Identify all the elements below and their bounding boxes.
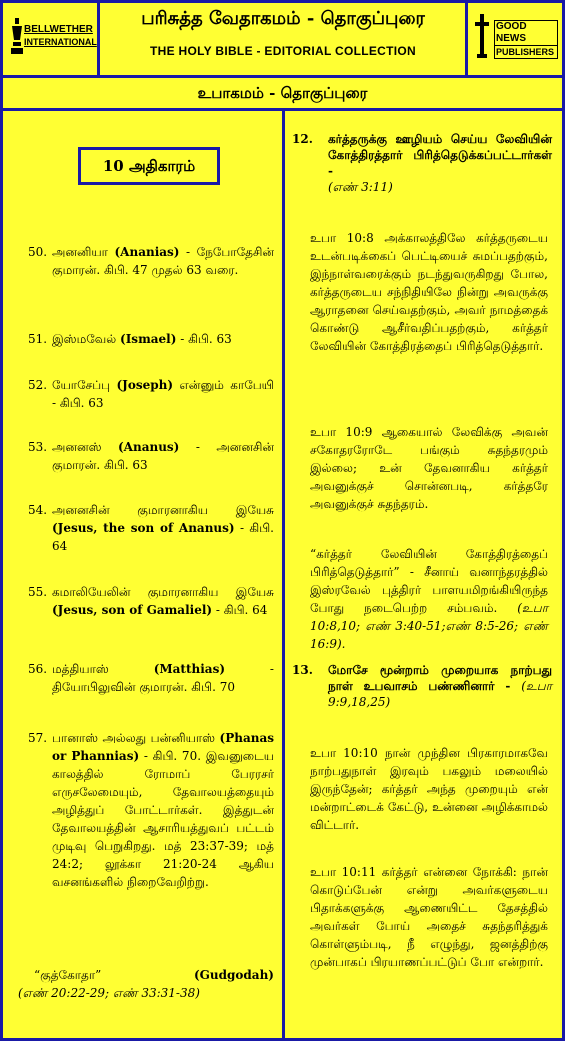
section-12-para-3 (310, 545, 548, 653)
subtitle: உபாகமம் - தொகுப்புரை (197, 84, 368, 102)
gudgodah-reference: (எண் 20:22-29; எண் 33:31-38) (18, 986, 200, 1000)
item-number: 51. (28, 332, 48, 346)
section-12-heading (292, 131, 552, 195)
item-tamil: அனனியா (52, 245, 108, 259)
item-english-name: (Matthias) (153, 662, 226, 676)
item-number: 54. (28, 503, 48, 517)
item-number: 53. (28, 440, 48, 454)
item-text: - அனனசின் குமாரன். கிபி. 63 (52, 440, 274, 472)
item-english-name: (Jesus, the son of Ananus) (52, 521, 235, 535)
fish-cross-icon (474, 12, 490, 60)
section-13-para-1: உபா 10:10 நான் முந்தின பிரகாரமாகவே நாற்பதுநாள் இரவும் பகலும் மலையில் இருந்தேன்; கர்த்தர் அந்த முறையும் என் மன்றாட்டைக் கேட்டு, உன்னை அழிக்காமல் விட்டார். (310, 746, 548, 832)
list-item-50 (28, 243, 274, 279)
item-text: - தியோபிலுவின் குமாரன். கிபி. 70 (52, 662, 274, 694)
item-text: - கிபி. 63 (176, 332, 232, 346)
list-item-57 (28, 729, 274, 891)
logo-right-line1: GOOD NEWS (494, 20, 558, 46)
chapter-heading: 10 அதிகாரம் (78, 147, 220, 185)
item-number: 57. (28, 731, 48, 745)
list-item-54 (28, 501, 274, 555)
section-number: 13. (292, 663, 313, 677)
section-title: கர்த்தருக்கு ஊழியம் செய்ய லேவியின் கோத்திரத்தார் பிரித்தெடுக்கப்பட்டார்கள் - (328, 132, 552, 178)
section-title: மோசே மூன்றாம் முறையாக நாற்பது நாள் உபவாசம் பண்ணினார் - (328, 663, 552, 693)
item-text: என்னும் காபேயி - கிபி. 63 (52, 378, 274, 410)
item-english-name: (Ismael) (120, 332, 177, 346)
item-english-name: (Joseph) (116, 378, 174, 392)
item-tamil: இஸ்மவேல் (52, 332, 117, 346)
item-text: - கிபி. 64 (52, 521, 274, 553)
logo-right-line2: PUBLISHERS (494, 46, 558, 59)
gudgodah-tamil: “குத்கோதா” (34, 968, 102, 982)
item-tamil: அனனஸ் (52, 440, 102, 454)
item-tamil: யோசேப்பு (52, 378, 111, 392)
item-tamil: அனனசின் குமாரனாகிய இயேசு (52, 503, 274, 517)
gudgodah-note (18, 966, 274, 1002)
item-text: - கிபி. 64 (212, 603, 268, 617)
list-item-52 (28, 376, 274, 412)
lamp-icon (10, 16, 24, 58)
section-12-para-2: உபா 10:9 ஆகையால் லேவிக்கு அவன் சகோதரரோடே பங்கும் சுதந்தரமும் இல்லை; உன் தேவனாகிய கர்த்தர் அவனுக்குச் சொன்னபடி, கர்த்தரே அவனுக்குச் சுதந்தரம். (310, 425, 548, 511)
title-english: THE HOLY BIBLE - EDITORIAL COLLECTION (149, 44, 416, 58)
gudgodah-english: (Gudgodah) (193, 968, 274, 982)
section-number: 12. (292, 132, 313, 146)
list-item-55 (28, 583, 274, 619)
item-number: 55. (28, 585, 48, 599)
section-reference: (உபா 9:9,18,25) (328, 679, 552, 709)
para-text: “கர்த்தர் லேவியின் கோத்திரத்தைப் பிரித்தெடுத்தார்” - சீனாய் வனாந்தரத்தில் இஸ்ரவேல் புத்திரர் பாளயமிறங்கியிருந்த போது நடைபெற்ற சம்பவம். (310, 547, 548, 615)
item-tamil: மத்தியாஸ் (52, 662, 109, 676)
para-reference: (உபா 10:8,10; எண் 3:40-51;எண் 8:5-26; எண் 16:9). (310, 601, 548, 651)
item-text: - நேபோதேசின் குமாரன். கிபி. 47 முதல் 63 வரை. (52, 245, 274, 277)
item-tamil: கமாலியேலின் குமாரனாகிய இயேசு (52, 585, 274, 599)
logo-left-line1: BELLWETHER (24, 24, 93, 35)
list-item-51 (28, 330, 274, 348)
list-item-56 (28, 660, 274, 696)
item-tamil: பானாஸ் அல்லது பன்னியாஸ் (52, 731, 216, 745)
item-english-name: (Ananias) (114, 245, 180, 259)
item-number: 50. (28, 245, 48, 259)
section-13-heading (292, 662, 552, 710)
item-english-name: (Jesus, son of Gamaliel) (52, 603, 213, 617)
item-text: - கிபி. 70. இவனுடைய காலத்தில் ரோமாப் பேரரசர் எருசலேமையும், தேவாலயத்தையும் அழித்துப் போட்டார்கள். இத்துடன் தேவாலயத்தின் ஆசாரியத்துவப் பட்டம் முடிவு பெறுகிறது. மத் 23:37-39; மத் 24:2; லூக்கா 21:20-24 ஆகிய வசனங்களில் நிறைவேறிற்று. (52, 749, 275, 889)
logo-left-line2: INTERNATIONAL (24, 37, 97, 47)
section-reference: (எண் 3:11) (328, 180, 393, 194)
item-english-name: (Ananus) (117, 440, 180, 454)
section-12-para-1: உபா 10:8 அக்காலத்திலே கர்த்தருடைய உடன்படிக்கைப் பெட்டியைச் சுமப்பதற்கும், இந்நாள்வரைக்கும் நடந்துவருகிறது போல, கர்த்தருடைய சந்நிதியிலே நின்று அவருக்கு ஆராதனை செய்வதற்கும், அவர் நாமத்தைக் கொண்டு ஆசீர்வதிப்பதற்கும், கர்த்தர் லேவியின் கோத்திரத்தைப் பிரித்தெடுத்தார். (310, 231, 548, 353)
title-tamil: பரிசுத்த வேதாகமம் - தொகுப்புரை (141, 8, 425, 29)
item-number: 56. (28, 662, 48, 676)
item-number: 52. (28, 378, 48, 392)
list-item-53 (28, 438, 274, 474)
section-13-para-2: உபா 10:11 கர்த்தர் என்னை நோக்கி: நான் கொடுப்பேன் என்று அவர்களுடைய பிதாக்களுக்கு ஆணையிட்ட தேசத்தில் அவர்கள் போய் அதைச் சுதந்தரித்துக் கொள்ளும்படி, நீ எழுந்து, ஜனத்திற்கு முன்பாகப் பிரயாணப்பட்டுப் போ என்றார். (310, 865, 548, 969)
item-english-name: (Phanas or Phannias) (52, 731, 274, 763)
